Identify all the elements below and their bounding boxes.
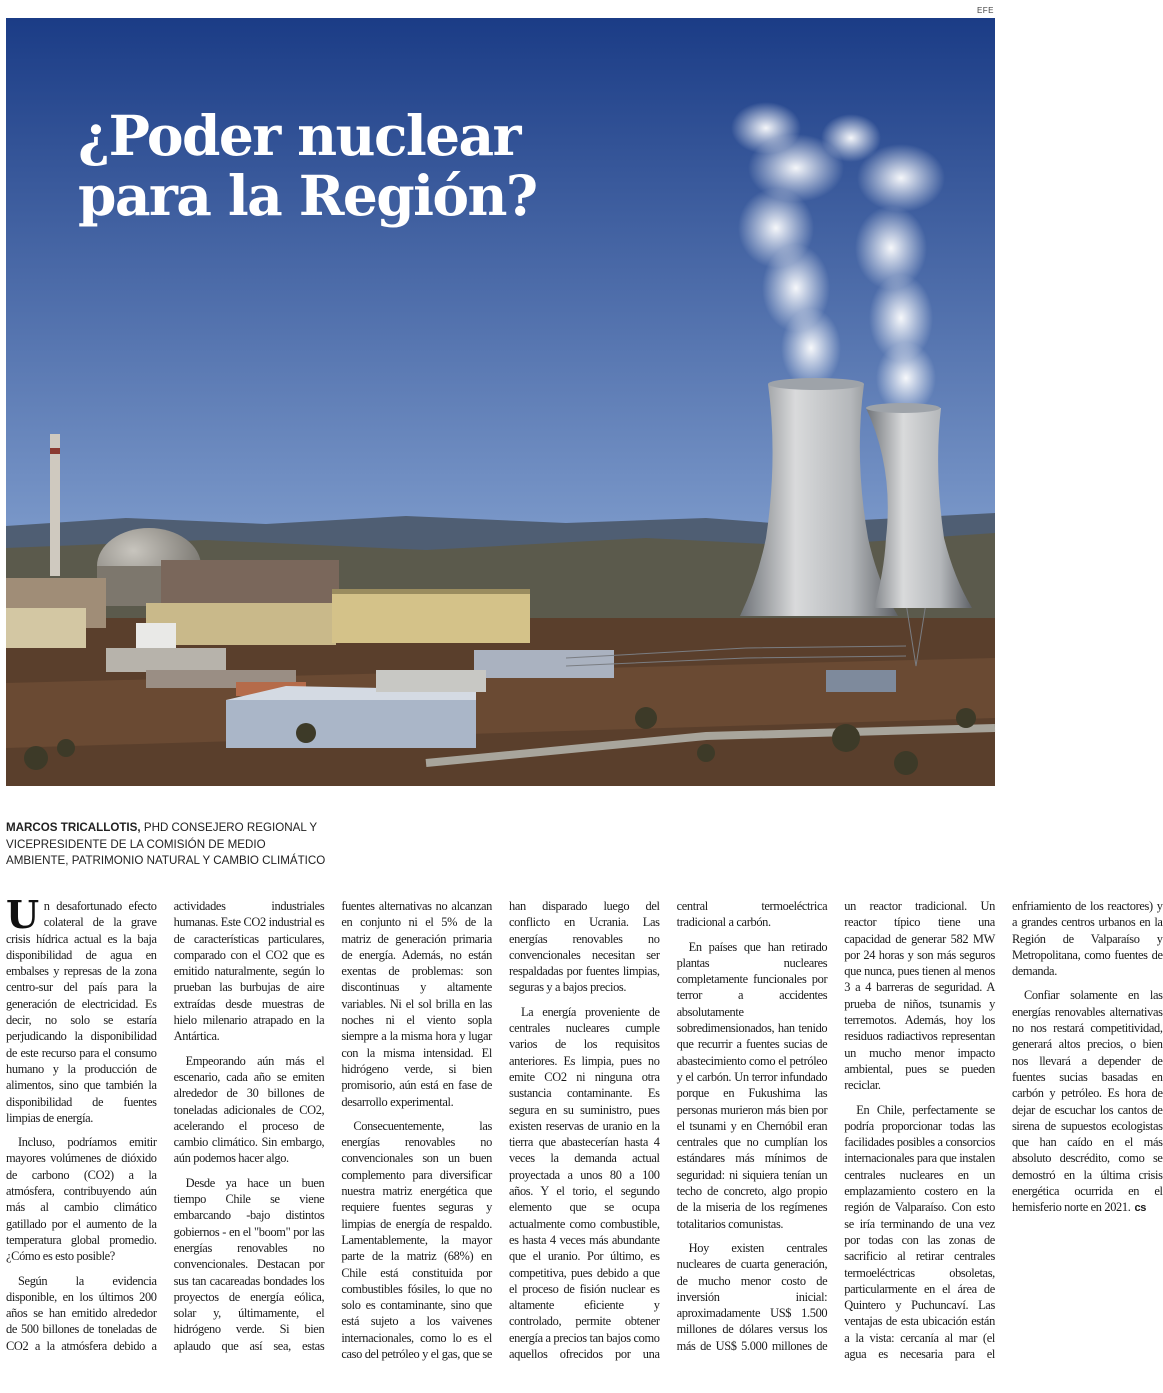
steel-shed — [226, 700, 476, 748]
author-role: PHD CONSEJERO REGIONAL Y VICEPRESIDENTE DE LA COMISIÓN DE MEDIO AMBIENTE, PATRIMONIO NATURAL Y CAMBIO CLIMÁTICO — [6, 821, 326, 867]
chimney — [50, 434, 60, 576]
paragraph: Confiar solamente en las energías renovables alternativas no nos restará competitividad, generará altos precios, o bien nos llevará a depender de fuentes sucias basadas en carbón y petróleo. Es hora de dejar de escuchar los cantos de sirena de supuestos ecologistas que han caído en el más absoluto descrédito, como se demostró en la última crisis energética ocurrida en el hemisferio norte en 2021. cs — [1011, 988, 1163, 1215]
drop-cap: U — [6, 892, 39, 937]
paragraph: Un desafortunado efecto colateral de la grave crisis hídrica actual es la baja disponibilidad de agua en embalses y represas de la zona centro-sur del país para la generación de electricidad. Es decir, no solo se estaría perjudicando la disponibilidad de este recurso para el consumo humano y la producción de alimentos, sino que también la disponibilidad de fuentes limpias de energía. — [6, 892, 157, 1125]
paragraph: La energía proveniente de centrales nucleares cumple varios de los requisitos anteriores. Es limpia, pues no emite CO2 ni ninguna otra sustancia contaminante. Es segura en su suministro, pues existen reservas de uranio en la tierra que abastecerían hasta 4 veces la demanda actual proyectada a unos 80 a 100 años. Y el torio, el segundo elemento que se ocupa actualmente como combustible, es hasta 4 veces más abundante que el uranio. Por último, es competitiva, pues debido a que el proceso de fisión nuclear es altamente eficiente y controlado, permite obtener energía a precios tan bajos como aquellos ofrecidos por una central termoeléctrica tradicional a carbón. — [508, 899, 828, 1362]
headline-line-1: ¿Poder nuclear — [78, 103, 520, 168]
headline-line-2: para la Región? — [78, 163, 537, 228]
paragraph: Empeorando aún más el escenario, cada año se emiten alrededor de 30 billones de toneladas adicionales de CO2, acelerando el proceso de cambio climático. Sin embargo, aún podemos hacer algo. — [173, 1053, 325, 1166]
paragraph: En países que han retirado plantas nucleares completamente funcionales por terror a accidentes absolutamente sobredimensionados, han tenido que recurrir a fuentes sucias de abastecimiento como el petróleo y el carbón. Un terror infundado porque en Fukushima las personas murieron más bien por el tsunami y en Chernóbil eran centrales que no cumplían los estándares más mínimos de seguridad: ni siquiera tenían un techo de concreto, algo propio de la miseria de los regímenes totalitarios comunistas. — [676, 939, 828, 1231]
warehouse — [332, 591, 530, 643]
article-body — [6, 892, 1163, 1368]
end-mark: cs — [1134, 1202, 1147, 1215]
nuclear-plant-photo — [6, 18, 995, 786]
photo-credit: EFE — [976, 6, 994, 15]
paragraph: Consecuentemente, las energías renovables no convencionales son un buen complemento para diversificar nuestra matriz energética que requiere fuentes seguras y limpias de energía de respaldo. Lamentablemente, la mayor parte de la matriz (68%) en Chile está constituida por combustibles fósiles, lo que no solo es contaminante, sino que está sujeto a los vaivenes internacionales, como lo es el caso del petróleo y el gas, que se han disparado luego del conflicto en Ucrania. Las energías renovables no convencionales necesitan ser respaldadas por fuentes limpias, seguras y a bajos precios. — [341, 899, 660, 1362]
byline — [6, 820, 326, 870]
paragraph: En Chile, perfectamente se podría proporcionar todas las facilidades posibles a consorcios internacionales para que instalen centrales nucleares en un emplazamiento costero en la región de Valparaíso. Con esto se iría terminando de una vez por todas con las zonas de sacrificio al retirar centrales termoeléctricas obsoletas, particularmente en el área de Quintero y Puchuncaví. Las ventajas de esta ubicación están a la vista: cercanía al mar (el agua es necesaria para el enfriamiento de los reactores) y a grandes centros urbanos en la Región de Valparaíso y Metropolitana, como fuentes de demanda. — [844, 899, 1163, 1362]
author-name: MARCOS TRICALLOTIS, — [6, 821, 141, 834]
paragraph: Hoy existen centrales nucleares de cuarta generación, de mucho menor costo de inversión inicial: aproximadamente US$ 1.500 millones de dólares versus los más de US$ 5.000 millones de un reactor tradicional. Un reactor típico tiene una capacidad de generar 582 MW por 24 horas y son más seguros que nunca, pues tienen al menos 3 a 4 barreras de seguridad. A prueba de niños, tsunamis y terremotos. Además, hoy los residuos radiactivos representan un mucho menor impacto ambiental, pues se pueden reciclar. — [676, 899, 995, 1353]
turbine-building — [161, 560, 339, 604]
paragraph: Según la evidencia disponible, en los últimos 200 años se han emitido alrededor de 500 billones de toneladas de CO2 a la atmósfera debido a actividades industriales humanas. Este CO2 industrial es de características particulares, comparado con el CO2 que es emitido naturalmente, según lo prueban las burbujas de aire extraídas desde muestras de hielo milenario atrapado en la Antártica. — [6, 899, 325, 1353]
headline — [78, 103, 537, 228]
paragraph: Incluso, podríamos emitir mayores volúmenes de dióxido de carbono (CO2) a la atmósfera, contribuyendo aún más al cambio climático gatillado por el aumento de la temperatura global promedio. ¿Cómo es esto posible? — [6, 1135, 157, 1264]
paragraph: Desde ya hace un buen tiempo Chile se viene embarcando -bajo distintos gobiernos - en el "boom" por las energías renovables no convencionales. Destacan por sus tan cacareadas bondades los proyectos de energía eólica, solar y, últimamente, el hidrógeno verde. Si bien aplaudo que así sea, estas fuentes alternativas no alcanzan en conjunto ni el 5% de la matriz de generación primaria de energía. Además, no están exentas de problemas: son discontinuas y altamente variables. Ni el sol brilla en las noches ni el viento sopla siempre a la misma hora y lugar con la misma intensidad. El hidrógeno verde, si bien promisorio, aún está en fase de desarrollo experimental. — [173, 899, 492, 1353]
